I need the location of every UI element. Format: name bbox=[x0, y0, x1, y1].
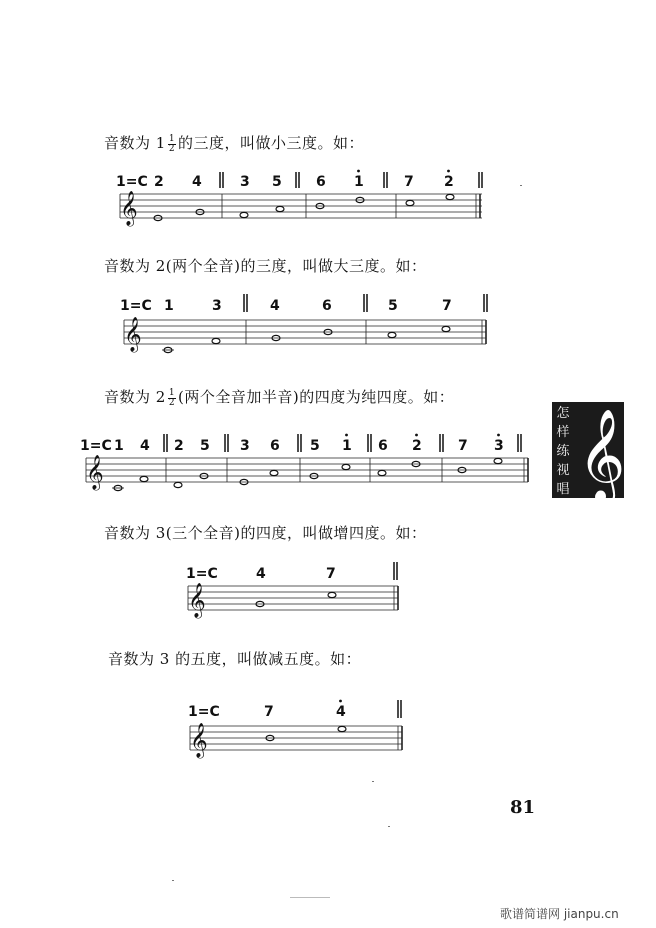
key-signature: 1=C bbox=[186, 566, 218, 582]
key-signature: 1=C bbox=[188, 704, 220, 720]
watermark: 歌谱简谱网 jianpu.cn bbox=[500, 907, 619, 921]
jianpu-note: 2 bbox=[174, 438, 184, 454]
jianpu-note: 4 bbox=[140, 438, 150, 454]
scan-speck bbox=[520, 185, 522, 186]
jianpu-note: 3 bbox=[212, 298, 222, 314]
jianpu-note: 2 bbox=[444, 174, 454, 190]
jianpu-note: 7 bbox=[404, 174, 414, 190]
jianpu-note: 4 bbox=[256, 566, 266, 582]
music-example-1 bbox=[114, 168, 504, 224]
svg-text:𝄞: 𝄞 bbox=[578, 408, 626, 501]
jianpu-note: 7 bbox=[264, 704, 274, 720]
five-line-staff bbox=[120, 194, 482, 218]
jianpu-note: 4 bbox=[192, 174, 202, 190]
jianpu-note: 6 bbox=[322, 298, 332, 314]
music-example-3 bbox=[80, 432, 540, 494]
staff-notes bbox=[112, 458, 502, 490]
treble-clef-icon: 𝄞 bbox=[188, 583, 206, 618]
staff-notes bbox=[162, 326, 450, 352]
paragraph-minor-third: 音数为 1 $\frac{1}{2}$ 的三度，叫做小三度。如： bbox=[104, 133, 365, 154]
staff-notes bbox=[256, 592, 336, 606]
page-number: 81 bbox=[510, 797, 536, 818]
scan-speck bbox=[372, 781, 374, 782]
jianpu-note: 5 bbox=[200, 438, 210, 454]
treble-clef-icon: 𝄞 bbox=[86, 455, 104, 490]
high-octave-dot bbox=[345, 434, 348, 437]
jianpu-note: 2 bbox=[154, 174, 164, 190]
paragraph-diminished-fifth: 音数为 3 的五度，叫做减五度。如： bbox=[108, 650, 362, 668]
jianpu-note: 6 bbox=[378, 438, 388, 454]
jianpu-note: 7 bbox=[442, 298, 452, 314]
jianpu-note: 7 bbox=[326, 566, 336, 582]
jianpu-note: 3 bbox=[494, 438, 504, 454]
paragraph-major-third: 音数为 2(两个全音)的三度，叫做大三度。如： bbox=[104, 257, 427, 275]
jianpu-note: 5 bbox=[388, 298, 398, 314]
five-line-staff bbox=[86, 458, 528, 482]
paragraph-augmented-fourth: 音数为 3(三个全音)的四度，叫做增四度。如： bbox=[104, 524, 427, 542]
treble-clef-icon bbox=[578, 404, 626, 501]
jianpu-note: 5 bbox=[310, 438, 320, 454]
high-octave-dot bbox=[447, 170, 450, 173]
high-octave-dot bbox=[415, 434, 418, 437]
jianpu-note: 1 bbox=[164, 298, 174, 314]
jianpu-note: 1 bbox=[114, 438, 124, 454]
jianpu-note: 6 bbox=[316, 174, 326, 190]
staff-notes bbox=[266, 726, 346, 740]
scan-speck bbox=[388, 826, 390, 827]
treble-clef-icon: 𝄞 bbox=[124, 317, 142, 352]
scan-speck bbox=[172, 880, 174, 881]
music-example-2 bbox=[118, 292, 498, 354]
jianpu-note: 6 bbox=[270, 438, 280, 454]
key-signature: 1=C bbox=[120, 298, 152, 314]
jianpu-note: 2 bbox=[412, 438, 422, 454]
jianpu-note: 1 bbox=[342, 438, 352, 454]
music-example-4 bbox=[184, 560, 408, 618]
music-example-5 bbox=[186, 698, 410, 758]
paragraph-perfect-fourth: 音数为 2 $\frac{1}{2}$ (两个全音加半音)的四度为纯四度。如： bbox=[104, 387, 455, 408]
jianpu-note: 7 bbox=[458, 438, 468, 454]
key-signature: 1=C bbox=[80, 438, 112, 454]
treble-clef-icon: 𝄞 bbox=[120, 191, 138, 226]
treble-clef-icon: 𝄞 bbox=[190, 723, 208, 758]
staff-notes bbox=[154, 194, 454, 220]
jianpu-note: 3 bbox=[240, 174, 250, 190]
jianpu-note: 4 bbox=[336, 704, 346, 720]
five-line-staff bbox=[188, 586, 398, 610]
high-octave-dot bbox=[357, 170, 360, 173]
fraction-half: $\frac{1}{2}$ bbox=[168, 387, 176, 408]
scan-speck bbox=[290, 897, 330, 898]
fraction-half: $\frac{1}{2}$ bbox=[168, 133, 176, 154]
side-tab-title: 怎 样 练 视 唱 bbox=[556, 406, 570, 497]
jianpu-note: 3 bbox=[240, 438, 250, 454]
jianpu-note: 5 bbox=[272, 174, 282, 190]
jianpu-note: 4 bbox=[270, 298, 280, 314]
five-line-staff bbox=[124, 320, 486, 344]
key-signature: 1=C bbox=[116, 174, 148, 190]
high-octave-dot bbox=[497, 434, 500, 437]
high-octave-dot bbox=[339, 700, 342, 703]
five-line-staff bbox=[190, 726, 402, 750]
jianpu-note: 1 bbox=[354, 174, 364, 190]
